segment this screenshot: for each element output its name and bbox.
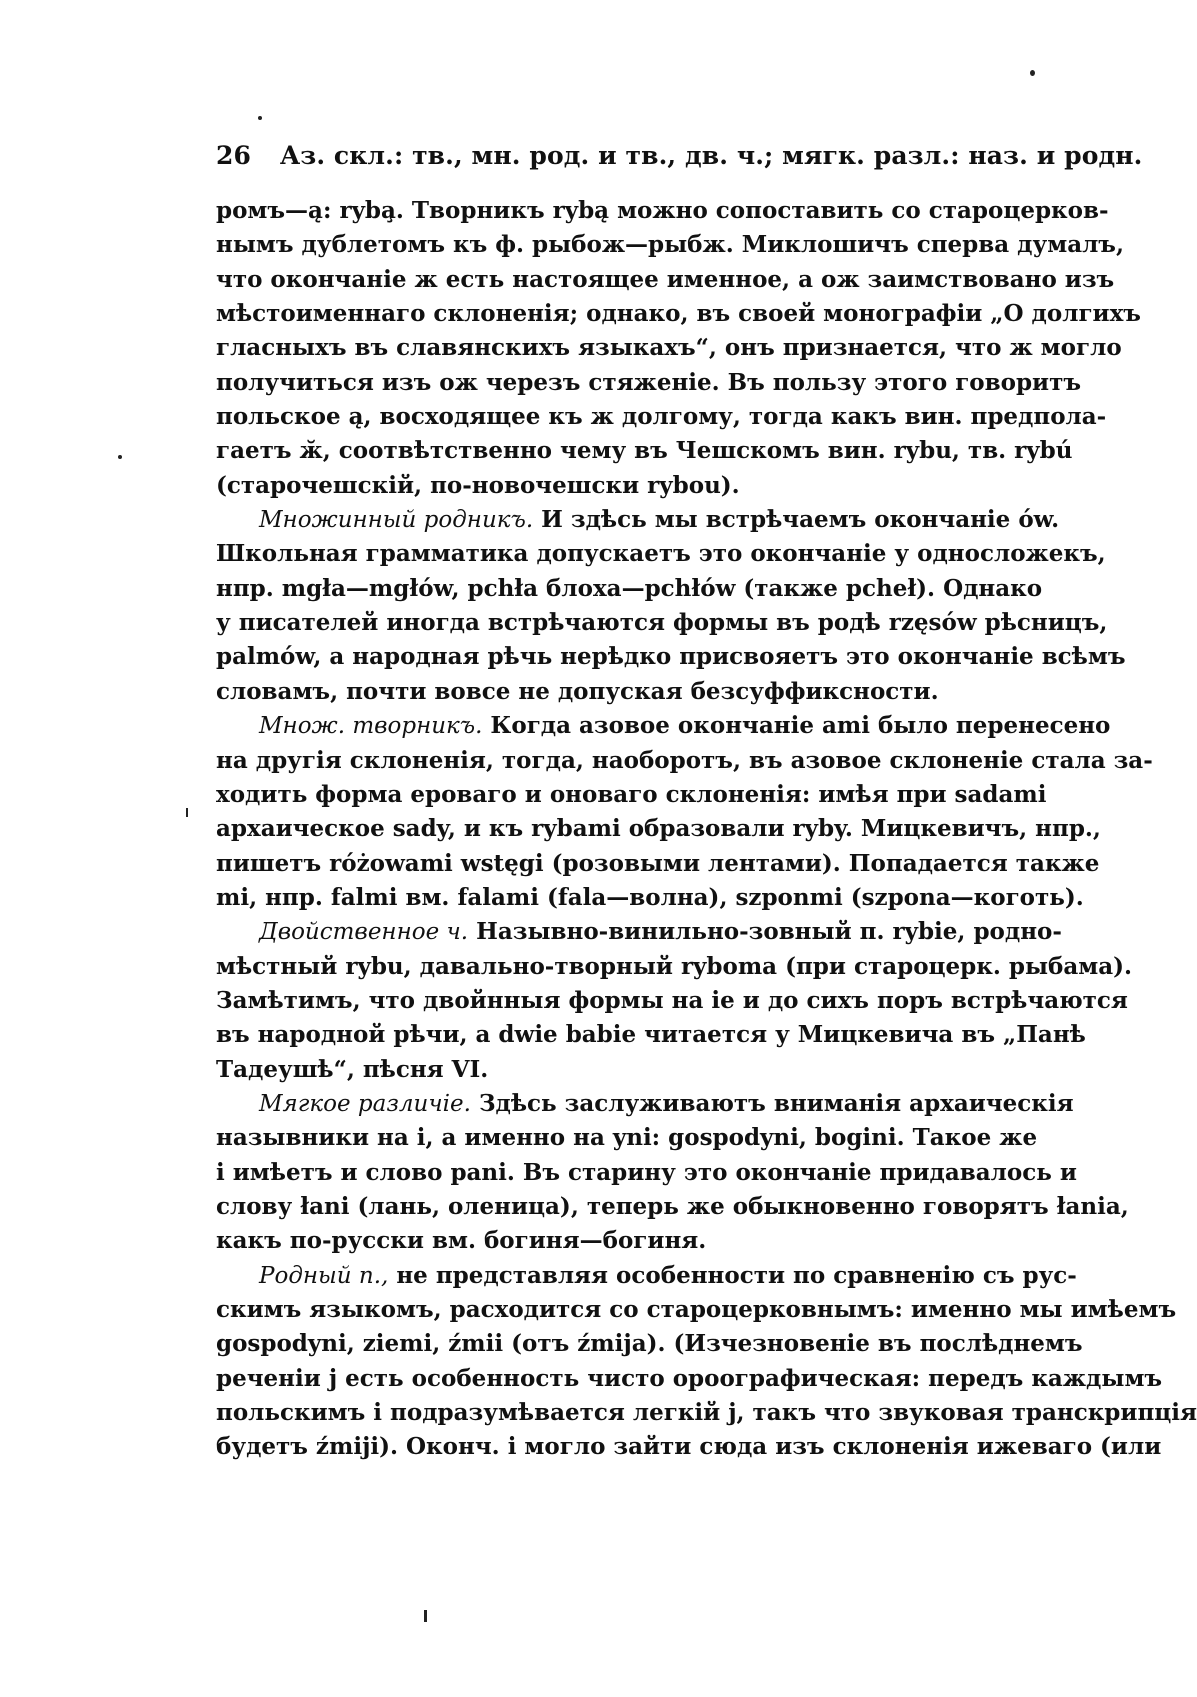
line-text: получиться изъ ож черезъ стяженіе. Въ пользу этого говоритъ (216, 368, 1082, 396)
text-line (216, 1327, 1083, 1361)
line-text: нпр. mgła—mgłów, pchła блоха—pchłów (также pcheł). Однако (216, 574, 1043, 602)
text-line (216, 1396, 1197, 1430)
paragraph-heading-line (216, 1087, 1074, 1121)
text-line (216, 366, 1082, 400)
text-line (216, 1224, 1026, 1258)
scan-speck (258, 116, 262, 120)
line-text: Когда азовое окончаніе ami было перенесено (482, 712, 1111, 740)
body-text (216, 194, 1197, 1465)
line-text: у писателей иногда встрѣчаются формы въ родѣ rzęsów рѣсницъ, (216, 609, 1108, 637)
scan-speck (424, 1610, 427, 1622)
line-text: пишетъ różowami wstęgi (розовыми лентами). Попадается также (216, 849, 1100, 877)
line-text: архаическое sady, и къ rybami образовали ryby. Мицкевичъ, нпр., (216, 815, 1101, 843)
text-line (216, 606, 1108, 640)
paragraph-heading: Мягкое различіе. (259, 1090, 471, 1117)
line-text: mi, нпр. falmi вм. falami (fala—волна), szponmi (szpona—коготь). (216, 883, 1084, 911)
line-text: мѣстный rybu, давально-творный ryboma (при староцерк. рыбама). (216, 952, 1133, 980)
line-text: назывники на i, а именно на yni: gospodyni, bogini. Такое же (216, 1124, 1038, 1152)
running-title: Аз. скл.: тв., мн. род. и тв., дв. ч.; мягк. разл.: наз. и родн. (279, 141, 1143, 170)
scan-speck (186, 808, 188, 817)
text-line (216, 984, 1128, 1018)
text-line (216, 297, 1141, 331)
text-line (216, 228, 1124, 262)
paragraph-heading-line (216, 1259, 1077, 1293)
line-text: мѣстоименнаго склоненія; однако, въ своей монографіи „О долгихъ (216, 300, 1141, 328)
text-line (216, 1053, 1026, 1087)
paragraph-heading-line (216, 709, 1111, 743)
text-line (216, 572, 1043, 606)
line-text: ходить форма ероваго и оноваго склоненія: имѣя при sadami (216, 780, 1047, 808)
line-text: что окончаніе ж есть настоящее именное, а ож заимствовано изъ (216, 265, 1115, 293)
line-text: слову łani (лань, оленица), теперь же обыкновенно говорятъ łania, (216, 1192, 1129, 1220)
text-line (216, 744, 1153, 778)
line-text: Здѣсь заслуживаютъ вниманія архаическія (470, 1089, 1074, 1117)
text-line (216, 1121, 1038, 1155)
line-text: нымъ дублетомъ къ ф. рыбож—рыбж. Миклошичъ сперва думалъ, (216, 231, 1124, 259)
text-line (216, 400, 1107, 434)
text-line (216, 194, 1109, 228)
paragraph-heading: Родный п., (259, 1262, 389, 1289)
text-line (216, 434, 1073, 468)
line-text: ромъ—ą: ryba̧. Творникъ rybą можно сопоставить со староцерков- (216, 197, 1109, 224)
text-line (216, 640, 1126, 674)
line-text: gospodyni, ziemi, źmii (отъ źmija). (Изчезновеніе въ послѣднемъ (216, 1330, 1083, 1358)
line-text: Замѣтимъ, что двойнныя формы на ie и до сихъ поръ встрѣчаются (216, 986, 1128, 1014)
text-line (216, 1156, 1077, 1190)
line-text: гаетъ ӂ, соотвѣтственно чему въ Чешскомъ вин. rybu, тв. rybú (216, 437, 1073, 465)
line-text: какъ по-русски вм. богиня—богиня. (216, 1227, 707, 1255)
line-text: реченіи j есть особенность чисто ороографическая: передъ каждымъ (216, 1364, 1163, 1392)
paragraph-heading: Множинный родникъ. (259, 507, 534, 534)
line-text: будетъ źmiji). Оконч. i могло зайти сюда изъ склоненія ижеваго (или (216, 1433, 1162, 1461)
running-header (216, 141, 1143, 170)
text-line (216, 1018, 1086, 1052)
scan-speck (118, 455, 122, 459)
line-text: польское ą, восходящее къ ж долгому, тогда какъ вин. предпола- (216, 403, 1107, 431)
text-line (216, 1362, 1163, 1396)
line-text: гласныхъ въ славянскихъ языкахъ“, онъ признается, что ж могло (216, 334, 1122, 362)
text-line (216, 812, 1101, 846)
line-text: palmów, а народная рѣчь нерѣдко присвояетъ это окончаніе всѣмъ (216, 643, 1126, 671)
line-text: не представляя особенности по сравненію съ рус- (388, 1261, 1077, 1289)
line-text: словамъ, почти вовсе не допуская безсуффиксности. (216, 677, 939, 705)
line-text: Школьная грамматика допускаетъ это окончаніе у односложекъ, (216, 540, 1106, 568)
line-text: въ народной рѣчи, а dwie babie читается у Мицкевича въ „Панѣ (216, 1021, 1086, 1049)
paragraph-heading-line (216, 503, 1060, 537)
paragraph-heading: Двойственное ч. (259, 919, 469, 946)
line-text: польскимъ i подразумѣвается легкій j, такъ что звуковая транскрипція (216, 1399, 1197, 1427)
text-line (216, 1430, 1162, 1464)
line-text: на другія склоненія, тогда, наоборотъ, въ азовое склоненіе стала за- (216, 746, 1153, 774)
text-line (216, 881, 1084, 915)
text-line (216, 1293, 1177, 1327)
text-line (216, 469, 1026, 503)
line-text: (старочешскій, по-новочешски rybou). (216, 471, 740, 499)
text-line (216, 847, 1100, 881)
line-text: скимъ языкомъ, расходится со староцерковнымъ: именно мы имѣемъ (216, 1296, 1177, 1323)
line-text: Тадеушѣ“, пѣсня VI. (216, 1055, 489, 1083)
paragraph-heading-line (216, 915, 1062, 949)
scan-speck (1030, 70, 1035, 76)
text-line (216, 1190, 1129, 1224)
text-line (216, 537, 1106, 571)
line-text: i имѣетъ и слово pani. Въ старину это окончаніе придавалось и (216, 1158, 1077, 1186)
text-line (216, 331, 1122, 365)
page-number: 26 (216, 141, 251, 170)
line-text: И здѣсь мы встрѣчаемъ окончаніе ów. (533, 506, 1060, 534)
line-text: Назывно-винильно-зовный п. rybie, родно- (468, 918, 1062, 946)
text-line (216, 778, 1047, 812)
paragraph-heading: Множ. творникъ. (259, 713, 483, 740)
text-line (216, 950, 1133, 984)
text-line (216, 675, 1026, 709)
text-line (216, 263, 1115, 297)
